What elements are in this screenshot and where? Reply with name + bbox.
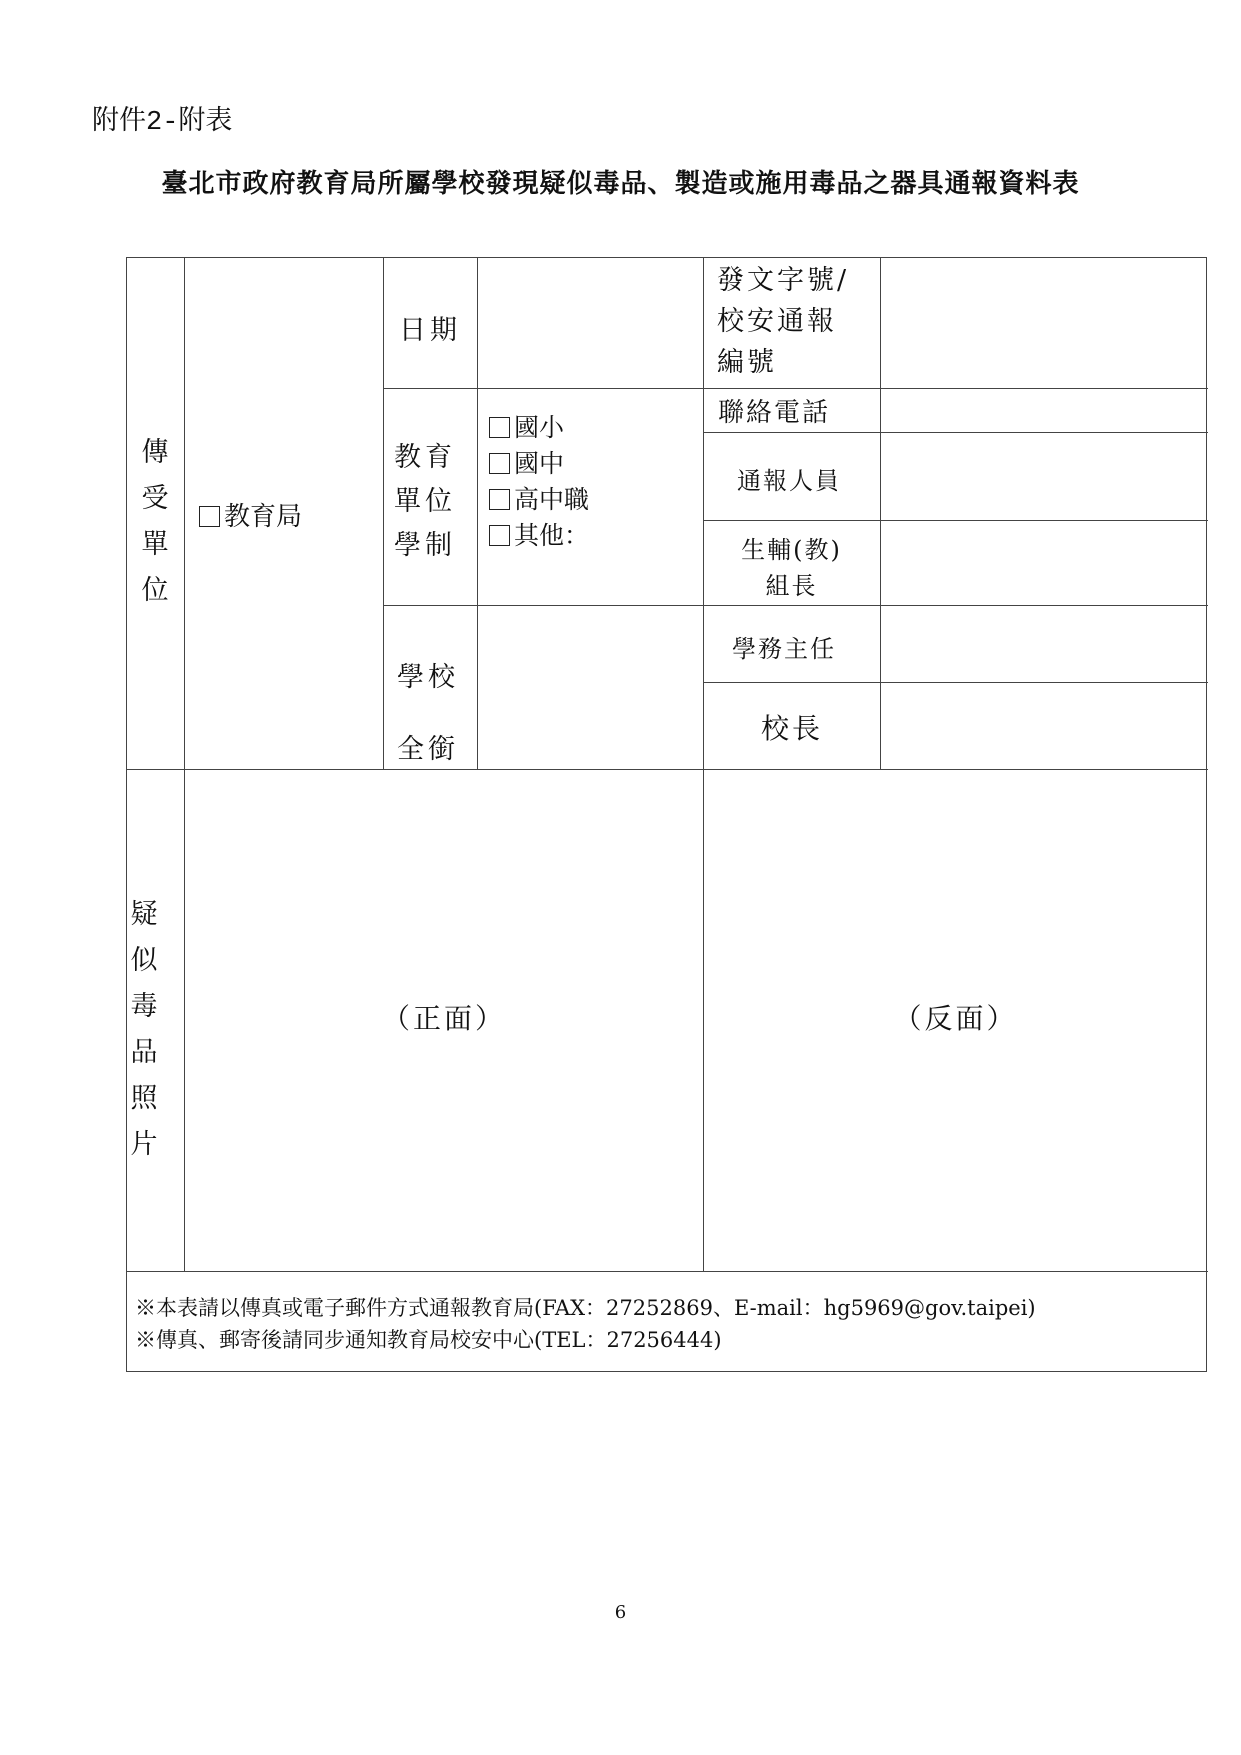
reporter-value-cell[interactable] [882, 434, 1206, 518]
school-full-name-value-cell[interactable] [479, 607, 701, 767]
page-number: 6 [614, 1602, 627, 1623]
date-value-cell[interactable] [479, 260, 701, 386]
principal-value-cell[interactable] [882, 684, 1206, 767]
checkbox-icon[interactable] [489, 417, 510, 438]
checkbox-icon[interactable] [489, 525, 510, 546]
photo-front-area[interactable] [186, 771, 702, 1269]
checkbox-icon[interactable] [199, 506, 220, 527]
photo-back-area[interactable] [705, 771, 1206, 1269]
form-title: 臺北市政府教育局所屬學校發現疑似毒品、製造或施用毒品之器具通報資料表 [161, 169, 1080, 199]
doc-number-value-cell[interactable] [882, 260, 1206, 386]
note-submission-method: ※本表請以傳真或電子郵件方式通報教育局(FAX：27252869、E-mail：hg5969@gov.taipei) [135, 1296, 1036, 1320]
photo-back-label: （反面） [893, 1002, 1018, 1035]
doc-number-label: 發文字號/ 校安通報 編號 [717, 265, 850, 378]
school-level-option[interactable]: 其他： [489, 518, 589, 554]
checkbox-icon[interactable] [489, 453, 510, 474]
phone-value-cell[interactable] [882, 390, 1206, 430]
suspected-drug-photo-label: 疑 似 毒 品 照 片 [130, 899, 158, 1160]
student-affairs-value-cell[interactable] [882, 607, 1206, 680]
note-notify-safety-center: ※傳真、郵寄後請同步通知教育局校安中心(TEL：27256444) [135, 1328, 722, 1352]
recipient-unit-label: 傳 受 單 位 [141, 437, 169, 606]
school-level-options [489, 410, 589, 554]
recipient-option-education-bureau[interactable] [199, 496, 302, 533]
phone-label: 聯絡電話 [718, 398, 831, 428]
reporter-label: 通報人員 [737, 467, 841, 495]
photo-front-label: （正面） [381, 1002, 506, 1035]
counselor-label: 生輔(教) 組長 [741, 536, 842, 600]
counselor-value-cell[interactable] [882, 522, 1206, 603]
report-form-table [126, 257, 1207, 1372]
school-level-option[interactable]: 國中 [489, 446, 589, 482]
student-affairs-label: 學務主任 [732, 635, 836, 663]
attachment-label: 附件2-附表 [92, 108, 233, 138]
education-unit-label: 教育 單位 學制 [394, 442, 456, 561]
school-level-option[interactable]: 國小 [489, 410, 589, 446]
school-full-name-label: 學校 全銜 [397, 662, 459, 765]
checkbox-icon[interactable] [489, 489, 510, 510]
date-label: 日期 [399, 315, 461, 346]
recipient-option-label: 教育局 [224, 502, 303, 532]
school-level-option[interactable]: 高中職 [489, 482, 589, 518]
principal-label: 校長 [761, 712, 824, 745]
